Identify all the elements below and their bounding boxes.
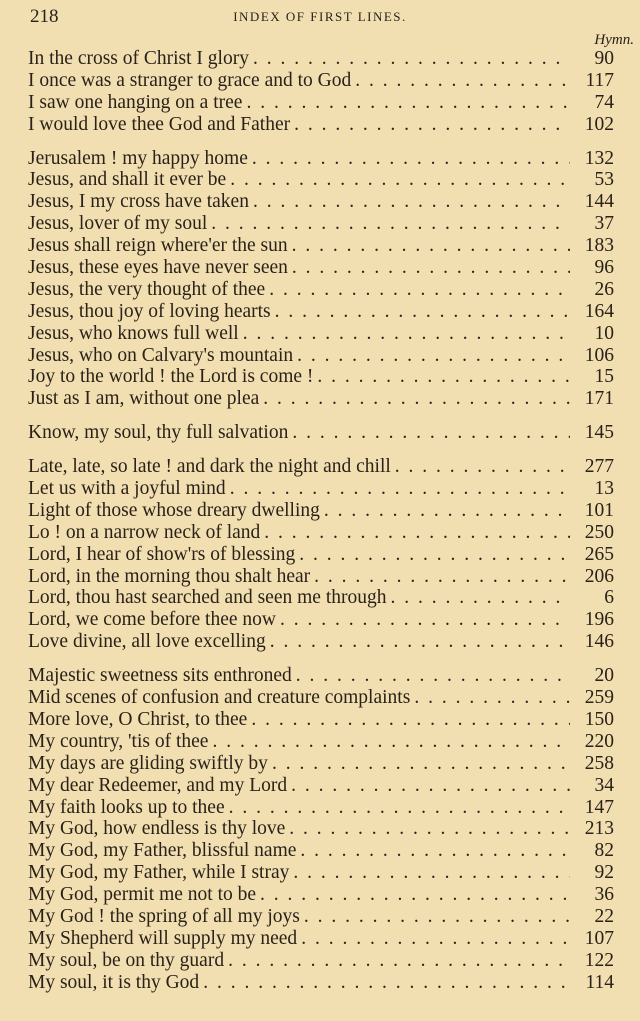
first-line-text: Jesus, and shall it ever be bbox=[28, 169, 227, 191]
dot-leader bbox=[314, 566, 570, 588]
first-line-text: Light of those whose dreary dwelling bbox=[28, 499, 320, 521]
first-line-text: Jesus, thou joy of loving hearts bbox=[28, 300, 271, 322]
index-entry bbox=[28, 731, 614, 753]
first-line-text: Jesus, who on Calvary's mountain bbox=[28, 344, 294, 366]
hymn-number: 147 bbox=[584, 796, 614, 818]
running-title: INDEX OF FIRST LINES. bbox=[233, 9, 407, 24]
index-entry bbox=[28, 48, 614, 70]
dot-leader bbox=[270, 631, 570, 653]
index-entry bbox=[28, 797, 614, 819]
hymn-number: 106 bbox=[584, 344, 614, 366]
index-entry bbox=[28, 609, 614, 631]
first-line-text: My faith looks up to thee bbox=[28, 796, 225, 818]
hymn-number: 107 bbox=[584, 927, 614, 949]
index-entry bbox=[28, 500, 614, 522]
first-line-text: My God ! the spring of all my joys bbox=[28, 905, 300, 927]
first-line-text: I would love thee God and Father bbox=[28, 113, 291, 135]
index-entry bbox=[28, 972, 614, 994]
first-line-text: My days are gliding swiftly by bbox=[28, 752, 268, 774]
hymn-number: 146 bbox=[584, 631, 614, 653]
hymn-number: 102 bbox=[584, 113, 614, 135]
first-line-text: Lord, I hear of show'rs of blessing bbox=[28, 543, 296, 565]
hymn-number: 259 bbox=[584, 687, 614, 709]
hymn-column-heading: Hymn. bbox=[594, 32, 634, 48]
hymn-number: 145 bbox=[584, 422, 614, 444]
dot-leader bbox=[301, 928, 570, 950]
first-line-text: Lo ! on a narrow neck of land bbox=[28, 521, 261, 543]
index-entry bbox=[28, 213, 614, 235]
dot-leader bbox=[289, 818, 570, 840]
hymn-number: 10 bbox=[594, 322, 614, 344]
dot-leader bbox=[299, 544, 570, 566]
index-entry bbox=[28, 456, 614, 478]
dot-leader bbox=[203, 972, 570, 994]
hymn-number: 144 bbox=[584, 191, 614, 213]
dot-leader bbox=[253, 191, 570, 213]
index-group bbox=[28, 665, 614, 993]
index-group bbox=[28, 456, 614, 653]
hymn-number: 90 bbox=[594, 48, 614, 69]
first-line-text: Jerusalem ! my happy home bbox=[28, 147, 248, 169]
dot-leader bbox=[230, 478, 570, 500]
first-line-text: I saw one hanging on a tree bbox=[28, 91, 243, 113]
hymn-number: 34 bbox=[594, 774, 614, 796]
hymn-number: 26 bbox=[594, 278, 614, 300]
first-line-text: Know, my soul, thy full salvation bbox=[28, 422, 289, 444]
index-entry bbox=[28, 862, 614, 884]
first-line-text: My God, how endless is thy love bbox=[28, 818, 286, 840]
index-entry bbox=[28, 840, 614, 862]
index-group bbox=[28, 148, 614, 411]
index-entry bbox=[28, 587, 614, 609]
index-entry bbox=[28, 388, 614, 410]
dot-leader bbox=[212, 731, 570, 753]
dot-leader bbox=[246, 92, 570, 114]
first-line-text: My God, my Father, blissful name bbox=[28, 840, 297, 862]
page-header bbox=[0, 6, 640, 28]
first-line-text: Lord, we come before thee now bbox=[28, 609, 276, 631]
hymn-number: 96 bbox=[594, 257, 614, 279]
dot-leader bbox=[300, 840, 570, 862]
hymn-number: 277 bbox=[584, 456, 614, 478]
index-entry bbox=[28, 70, 614, 92]
dot-leader bbox=[264, 522, 570, 544]
dot-leader bbox=[260, 884, 570, 906]
page-number: 218 bbox=[30, 6, 59, 27]
dot-leader bbox=[317, 366, 570, 388]
first-line-text: My God, my Father, while I stray bbox=[28, 862, 290, 884]
hymn-number: 171 bbox=[584, 388, 614, 410]
dot-leader bbox=[294, 114, 570, 136]
hymn-number: 117 bbox=[585, 69, 614, 91]
dot-leader bbox=[272, 753, 570, 775]
dot-leader bbox=[229, 797, 570, 819]
dot-leader bbox=[252, 148, 570, 170]
hymn-number: 37 bbox=[594, 213, 614, 235]
first-line-text: Let us with a joyful mind bbox=[28, 478, 226, 500]
first-line-text: Jesus, the very thought of thee bbox=[28, 278, 266, 300]
first-line-text: Majestic sweetness sits enthroned bbox=[28, 665, 292, 687]
dot-leader bbox=[395, 456, 570, 478]
index-entry bbox=[28, 709, 614, 731]
first-line-text: Jesus, I my cross have taken bbox=[28, 191, 249, 213]
first-line-text: More love, O Christ, to thee bbox=[28, 708, 248, 730]
hymn-number: 13 bbox=[594, 478, 614, 500]
index-group bbox=[28, 48, 614, 136]
first-line-text: Jesus shall reign where'er the sun bbox=[28, 235, 288, 257]
first-lines-index bbox=[28, 48, 614, 1006]
first-line-text: My dear Redeemer, and my Lord bbox=[28, 774, 288, 796]
hymn-number: 122 bbox=[584, 949, 614, 971]
dot-leader bbox=[355, 70, 570, 92]
first-line-text: Just as I am, without one plea bbox=[28, 388, 260, 410]
index-entry bbox=[28, 345, 614, 367]
dot-leader bbox=[304, 906, 570, 928]
index-entry bbox=[28, 522, 614, 544]
hymn-number: 220 bbox=[584, 730, 614, 752]
index-entry bbox=[28, 906, 614, 928]
index-entry bbox=[28, 665, 614, 687]
dot-leader bbox=[414, 687, 570, 709]
hymn-number: 265 bbox=[584, 543, 614, 565]
index-entry bbox=[28, 753, 614, 775]
hymn-number: 206 bbox=[584, 565, 614, 587]
first-line-text: My God, permit me not to be bbox=[28, 884, 257, 906]
index-entry bbox=[28, 818, 614, 840]
hymn-number: 150 bbox=[584, 708, 614, 730]
first-line-text: Lord, thou hast searched and seen me through bbox=[28, 587, 387, 609]
hymn-number: 114 bbox=[585, 971, 614, 993]
dot-leader bbox=[251, 709, 570, 731]
index-entry bbox=[28, 775, 614, 797]
hymn-number: 132 bbox=[584, 147, 614, 169]
dot-leader bbox=[292, 422, 570, 444]
first-line-text: Love divine, all love excelling bbox=[28, 631, 266, 653]
hymn-number: 196 bbox=[584, 609, 614, 631]
index-entry bbox=[28, 279, 614, 301]
hymn-number: 250 bbox=[584, 521, 614, 543]
first-line-text: Jesus, who knows full well bbox=[28, 322, 239, 344]
first-line-text: Jesus, these eyes have never seen bbox=[28, 257, 288, 279]
dot-leader bbox=[293, 862, 570, 884]
first-line-text: Joy to the world ! the Lord is come ! bbox=[28, 366, 314, 388]
hymn-number: 22 bbox=[594, 905, 614, 927]
dot-leader bbox=[269, 279, 570, 301]
dot-leader bbox=[296, 665, 570, 687]
hymn-number: 164 bbox=[584, 300, 614, 322]
hymn-number: 20 bbox=[594, 665, 614, 687]
dot-leader bbox=[275, 301, 570, 323]
dot-leader bbox=[230, 169, 570, 191]
first-line-text: My soul, be on thy guard bbox=[28, 949, 225, 971]
first-line-text: In the cross of Christ I glory bbox=[28, 48, 249, 69]
hymn-number: 15 bbox=[594, 366, 614, 388]
first-line-text: My country, 'tis of thee bbox=[28, 730, 209, 752]
hymn-number: 213 bbox=[584, 818, 614, 840]
dot-leader bbox=[291, 775, 570, 797]
first-line-text: Late, late, so late ! and dark the night and chill bbox=[28, 456, 391, 478]
index-entry bbox=[28, 366, 614, 388]
index-entry bbox=[28, 257, 614, 279]
dot-leader bbox=[253, 48, 570, 70]
index-entry bbox=[28, 235, 614, 257]
index-entry bbox=[28, 687, 614, 709]
index-entry bbox=[28, 148, 614, 170]
first-line-text: Lord, in the morning thou shalt hear bbox=[28, 565, 311, 587]
index-entry bbox=[28, 114, 614, 136]
dot-leader bbox=[243, 323, 570, 345]
dot-leader bbox=[324, 500, 570, 522]
index-entry bbox=[28, 301, 614, 323]
dot-leader bbox=[292, 257, 570, 279]
index-group bbox=[28, 422, 614, 444]
dot-leader bbox=[211, 213, 570, 235]
index-entry bbox=[28, 928, 614, 950]
hymn-number: 101 bbox=[584, 499, 614, 521]
hymn-number: 258 bbox=[584, 752, 614, 774]
index-entry bbox=[28, 191, 614, 213]
index-entry bbox=[28, 950, 614, 972]
index-entry bbox=[28, 544, 614, 566]
first-line-text: My Shepherd will supply my need bbox=[28, 927, 298, 949]
hymn-number: 6 bbox=[604, 587, 614, 609]
index-entry bbox=[28, 92, 614, 114]
first-line-text: Mid scenes of confusion and creature complaints bbox=[28, 687, 411, 709]
index-entry bbox=[28, 884, 614, 906]
hymn-number: 92 bbox=[594, 862, 614, 884]
hymn-number: 53 bbox=[594, 169, 614, 191]
hymn-number: 36 bbox=[594, 884, 614, 906]
hymn-number: 82 bbox=[594, 840, 614, 862]
hymn-number: 183 bbox=[584, 235, 614, 257]
dot-leader bbox=[280, 609, 570, 631]
index-entry bbox=[28, 631, 614, 653]
index-entry bbox=[28, 478, 614, 500]
dot-leader bbox=[390, 587, 570, 609]
first-line-text: Jesus, lover of my soul bbox=[28, 213, 208, 235]
first-line-text: My soul, it is thy God bbox=[28, 971, 200, 993]
index-entry bbox=[28, 422, 614, 444]
index-entry bbox=[28, 323, 614, 345]
dot-leader bbox=[292, 235, 570, 257]
index-entry bbox=[28, 169, 614, 191]
first-line-text: I once was a stranger to grace and to God bbox=[28, 69, 352, 91]
dot-leader bbox=[297, 345, 570, 367]
hymn-number: 74 bbox=[594, 91, 614, 113]
dot-leader bbox=[228, 950, 570, 972]
dot-leader bbox=[263, 388, 570, 410]
index-entry bbox=[28, 566, 614, 588]
